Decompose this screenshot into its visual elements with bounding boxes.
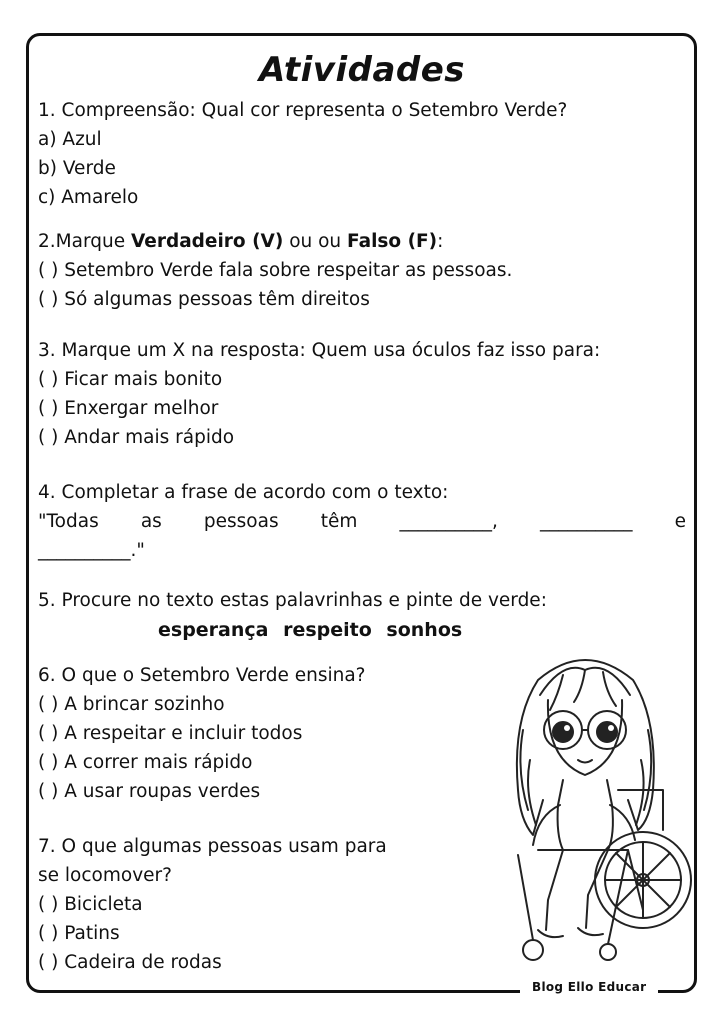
q2-prefix: 2.Marque [38, 231, 131, 252]
q4-word: e [674, 511, 686, 532]
question-4: 4. Completar a frase de acordo com o texto: [38, 482, 449, 503]
q2-true-label: Verdadeiro (V) [130, 231, 284, 252]
q7-item-3: ( ) Cadeira de rodas [38, 952, 222, 973]
q4-blank-2: __________ [540, 511, 633, 532]
q2-false-label: Falso (F) [347, 231, 438, 252]
q1-option-b: b) Verde [38, 158, 116, 179]
q6-item-2: ( ) A respeitar e incluir todos [38, 723, 303, 744]
footer-credit: Blog Ello Educar [520, 980, 658, 994]
girl-in-wheelchair-illustration [478, 640, 692, 970]
q2-suffix: : [437, 231, 444, 252]
q4-word: "Todas [38, 511, 99, 532]
q4-word: têm [320, 511, 358, 532]
q3-item-1: ( ) Ficar mais bonito [38, 369, 223, 390]
q6-item-3: ( ) A correr mais rápido [38, 752, 253, 773]
question-7-line-1: 7. O que algumas pessoas usam para [38, 836, 387, 857]
q4-word: pessoas [203, 511, 279, 532]
question-2 [38, 231, 443, 252]
q2-middle: ou ou [283, 231, 348, 252]
q2-item-2: ( ) Só algumas pessoas têm direitos [38, 289, 370, 310]
q2-item-1: ( ) Setembro Verde fala sobre respeitar as pessoas. [38, 260, 513, 281]
q1-option-c: c) Amarelo [38, 187, 139, 208]
q6-item-4: ( ) A usar roupas verdes [38, 781, 261, 802]
q4-fill-line-1 [38, 511, 686, 532]
question-7-line-2: se locomover? [38, 865, 172, 886]
q4-word: as [140, 511, 162, 532]
page-title: Atividades [258, 50, 466, 90]
q4-blank-3: __________." [38, 540, 145, 561]
question-6: 6. O que o Setembro Verde ensina? [38, 665, 366, 686]
q7-item-2: ( ) Patins [38, 923, 120, 944]
question-5: 5. Procure no texto estas palavrinhas e pinte de verde: [38, 590, 547, 611]
q3-item-2: ( ) Enxergar melhor [38, 398, 219, 419]
q6-item-1: ( ) A brincar sozinho [38, 694, 225, 715]
q1-option-a: a) Azul [38, 129, 102, 150]
question-1: 1. Compreensão: Qual cor representa o Setembro Verde? [38, 100, 568, 121]
q7-item-1: ( ) Bicicleta [38, 894, 143, 915]
q4-blank-1: __________, [399, 511, 498, 532]
q5-word-list: esperança respeito sonhos [158, 619, 463, 641]
question-3: 3. Marque um X na resposta: Quem usa óculos faz isso para: [38, 340, 601, 361]
q3-item-3: ( ) Andar mais rápido [38, 427, 235, 448]
